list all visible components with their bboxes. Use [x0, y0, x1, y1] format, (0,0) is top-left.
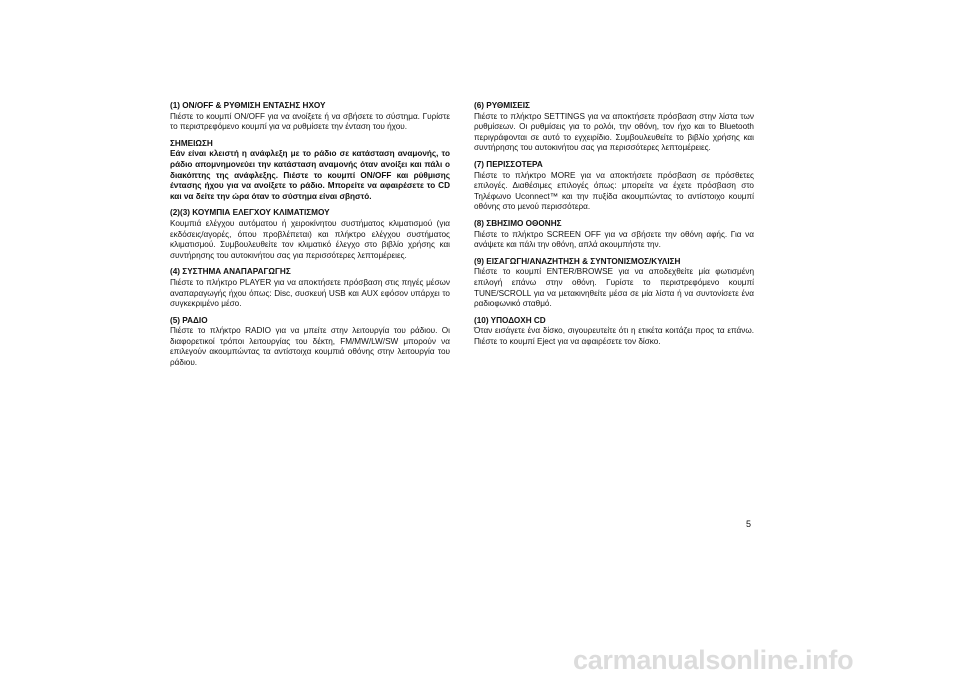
- section-heading: (6) ΡΥΘΜΙΣΕΙΣ: [474, 101, 530, 110]
- section-body: Κουμπιά ελέγχου αυτόματου ή χειροκίνητου συστήματος κλιματισμού (για εκδόσεις/αγορές, όπου προβλέπεται) και πλήκτρο ελέγχου συστήματος κλιματισμού. Συμβουλευθείτε τον κλιματικό έλεγχο στο βιβλίο χρήσης και συντήρησης του αυτοκινήτου σας για περισσότερες λεπτομέρειες.: [170, 218, 450, 260]
- section-climate-controls: [170, 208, 450, 261]
- section-heading: (5) ΡΑΔΙΟ: [170, 315, 208, 325]
- section-body: Πιέστε το πλήκτρο SETTINGS για να αποκτήσετε πρόσβαση στην λίστα των ρυθμίσεων. Οι ρυθμίσεις για το ρολόι, την οθόνη, τον ήχο και το Bluetooth περιγράφονται σε αυτό το εγχειρίδιο. Συμβουλευθείτε το βιβλίο χρήσης και συντήρησης του αυτοκινήτου σας για περισσότερες λεπτομέρειες.: [474, 111, 754, 153]
- section-more: [474, 160, 754, 213]
- left-column: [170, 101, 450, 375]
- section-player: [170, 267, 450, 309]
- section-body: Πιέστε το πλήκτρο MORE για να αποκτήσετε πρόσβαση σε πρόσθετες επιλογές. Διαθέσιμες επιλογές όπως: μπορείτε να έχετε πρόσβαση στο Τηλέφωνο Uconnect™ και την πυξίδα ακουμπώντας το αντίστοιχο κουμπί οθόνης στο μενού περισσότερα.: [474, 170, 754, 212]
- section-heading: (1) ON/OFF & ΡΥΘΜΙΣΗ ΕΝΤΑΣΗΣ ΗΧΟΥ: [170, 101, 326, 110]
- watermark: carmanualsonline.info: [573, 645, 854, 675]
- section-screen-off: [474, 219, 754, 251]
- section-heading: (2)(3) ΚΟΥΜΠΙΑ ΕΛΕΓΧΟΥ ΚΛΙΜΑΤΙΣΜΟΥ: [170, 208, 330, 218]
- section-settings: [474, 101, 754, 154]
- section-body: Πιέστε το κουμπί ON/OFF για να ανοίξετε ή να σβήσετε το σύστημα. Γυρίστε το περιστρεφόμενο κουμπί για να ρυθμίσετε την ένταση του ήχου.: [170, 111, 450, 132]
- section-body: Πιέστε το πλήκτρο RADIO για να μπείτε στην λειτουργία του ράδιου. Οι διαφορετικοί τρόποι λειτουργίας του δέκτη, FM/MW/LW/SW μπορούν να επιλεγούν ακουμπώντας τα αντίστοιχα κουμπιά οθόνης στην λειτουργία του ράδιου.: [170, 326, 450, 368]
- note-body: Εάν είναι κλειστή η ανάφλεξη με το ράδιο σε κατάσταση αναμονής, το ράδιο απομνημονεύει την κατάσταση αναμονής όταν ανοίξει και πάλι ο διακόπτης της ανάφλεξης. Πιέστε το κουμπί ON/OFF και ρύθμισης έντασης ήχου για να ανοίξετε το ράδιο. Μπορείτε να αφαιρέσετε το CD και να δείτε την ώρα όταν το σύστημα είναι σβηστό.: [170, 149, 450, 201]
- section-heading: (9) ΕΙΣΑΓΩΓΗ/ΑΝΑΖΗΤΗΣΗ & ΣΥΝΤΟΝΙΣΜΟΣ/ΚΥΛΙΣΗ: [474, 256, 681, 266]
- section-cd-slot: [474, 316, 754, 348]
- section-body: Πιέστε το πλήκτρο PLAYER για να αποκτήσετε πρόσβαση στις πηγές μέσων αναπαραγωγής ήχου όπως: Disc, συσκευή USB και AUX εφόσον υπάρχει το συγκεκριμένο μέσο.: [170, 277, 450, 309]
- section-body: Όταν εισάγετε ένα δίσκο, σιγουρευτείτε ότι η ετικέτα κοιτάζει προς τα επάνω. Πιέστε το κουμπί Eject για να αφαιρέσετε τον δίσκο.: [474, 326, 754, 346]
- section-heading: (8) ΣΒΗΣΙΜΟ ΟΘΟΝΗΣ: [474, 218, 562, 228]
- section-body: Πιέστε το πλήκτρο SCREEN OFF για να σβήσετε την οθόνη αφής. Για να ανάψετε και πάλι την οθόνη, απλά ακουμπήστε την.: [474, 229, 754, 250]
- section-enter-browse-tune-scroll: [474, 257, 754, 310]
- section-on-off-volume: [170, 101, 450, 133]
- section-heading: (10) ΥΠΟΔΟΧΗ CD: [474, 315, 546, 325]
- right-column: [474, 101, 754, 353]
- section-radio: [170, 316, 450, 369]
- section-heading: ΣΗΜΕΙΩΣΗ: [170, 138, 213, 148]
- section-heading: (7) ΠΕΡΙΣΣΟΤΕΡΑ: [474, 159, 543, 169]
- section-heading: (4) ΣΥΣΤΗΜΑ ΑΝΑΠΑΡΑΓΩΓΗΣ: [170, 267, 291, 277]
- section-note: [170, 139, 450, 203]
- section-body: Πιέστε το κουμπί ENTER/BROWSE για να αποδεχθείτε μία φωτισμένη επιλογή επάνω στην οθόνη. Γυρίστε το περιστρεφόμενο κουμπί TUNE/SCROLL για να μετακινηθείτε μέσα σε μία λίστα ή να συντονίσετε ένα ραδιοφωνικό σταθμό.: [474, 267, 754, 309]
- page-number: 5: [746, 519, 752, 529]
